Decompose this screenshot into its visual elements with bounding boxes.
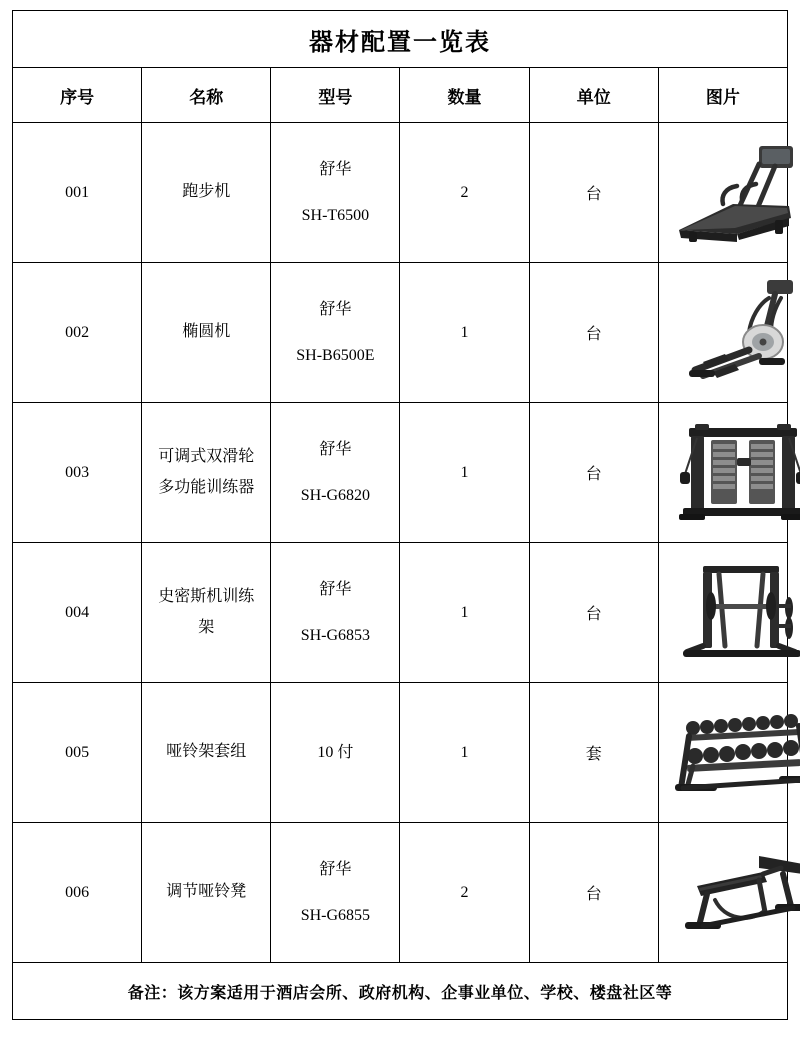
cell-unit: 台 — [529, 123, 658, 263]
adjustable-bench-image — [663, 834, 800, 952]
column-header-qty: 数量 — [400, 68, 529, 123]
dumbbell-rack-image — [663, 694, 800, 812]
table-row — [13, 123, 788, 263]
cell-name: 椭圆机 — [142, 263, 271, 403]
model-brand: 舒华 — [319, 581, 352, 599]
cell-name — [142, 403, 271, 543]
model-brand: 舒华 — [319, 441, 352, 459]
elliptical-machine-image — [663, 274, 800, 392]
model-code: SH-G6855 — [300, 906, 371, 924]
cell-model — [271, 683, 400, 823]
cell-unit: 台 — [529, 823, 658, 963]
cell-no: 006 — [13, 823, 142, 963]
cell-unit: 台 — [529, 263, 658, 403]
cell-qty: 1 — [400, 543, 529, 683]
model-brand: 舒华 — [319, 161, 352, 179]
column-header-model: 型号 — [271, 68, 400, 123]
cell-name-line2: 多功能训练器 — [158, 478, 255, 496]
table-row — [13, 543, 788, 683]
model-brand: 舒华 — [319, 861, 352, 879]
note-text: 备注：该方案适用于酒店会所、政府机构、企事业单位、学校、楼盘社区等 — [13, 963, 788, 1020]
equipment-configuration-table — [12, 10, 788, 1020]
cell-unit: 套 — [529, 683, 658, 823]
cell-no: 002 — [13, 263, 142, 403]
table-note-row — [13, 963, 788, 1020]
cell-no: 005 — [13, 683, 142, 823]
smith-machine-image — [663, 554, 800, 672]
model-code: SH-T6500 — [301, 206, 370, 224]
cell-picture — [658, 543, 787, 683]
cell-model — [271, 123, 400, 263]
column-header-picture: 图片 — [658, 68, 787, 123]
cell-picture — [658, 263, 787, 403]
cell-name-line1: 史密斯机训练 — [158, 588, 255, 606]
cell-qty: 2 — [400, 823, 529, 963]
model-value: 10 付 — [317, 743, 354, 761]
cell-model — [271, 263, 400, 403]
cell-model — [271, 543, 400, 683]
cell-picture — [658, 123, 787, 263]
model-code: SH-B6500E — [296, 346, 375, 364]
model-brand: 舒华 — [319, 301, 352, 319]
table-row — [13, 263, 788, 403]
cell-qty: 1 — [400, 263, 529, 403]
table-row — [13, 823, 788, 963]
cell-name-line2: 架 — [198, 618, 215, 636]
cell-unit: 台 — [529, 403, 658, 543]
model-code: SH-G6853 — [300, 626, 371, 644]
cell-name — [142, 543, 271, 683]
cell-qty: 2 — [400, 123, 529, 263]
cell-qty: 1 — [400, 403, 529, 543]
cell-name: 调节哑铃凳 — [142, 823, 271, 963]
model-code: SH-G6820 — [300, 486, 371, 504]
cell-picture — [658, 403, 787, 543]
cell-qty: 1 — [400, 683, 529, 823]
cell-name: 跑步机 — [142, 123, 271, 263]
cell-picture — [658, 823, 787, 963]
cell-model — [271, 823, 400, 963]
cell-model — [271, 403, 400, 543]
page-title: 器材配置一览表 — [13, 11, 788, 68]
cell-no: 001 — [13, 123, 142, 263]
cell-name-line1: 可调式双滑轮 — [158, 448, 255, 466]
table-row — [13, 403, 788, 543]
cell-no: 004 — [13, 543, 142, 683]
cell-name: 哑铃架套组 — [142, 683, 271, 823]
table-row — [13, 683, 788, 823]
cell-picture — [658, 683, 787, 823]
table-title-row — [13, 11, 788, 68]
column-header-unit: 单位 — [529, 68, 658, 123]
table-header-row — [13, 68, 788, 123]
cell-no: 003 — [13, 403, 142, 543]
treadmill-image — [663, 134, 800, 252]
cable-crossover-machine-image — [663, 414, 800, 532]
column-header-no: 序号 — [13, 68, 142, 123]
cell-unit: 台 — [529, 543, 658, 683]
column-header-name: 名称 — [142, 68, 271, 123]
